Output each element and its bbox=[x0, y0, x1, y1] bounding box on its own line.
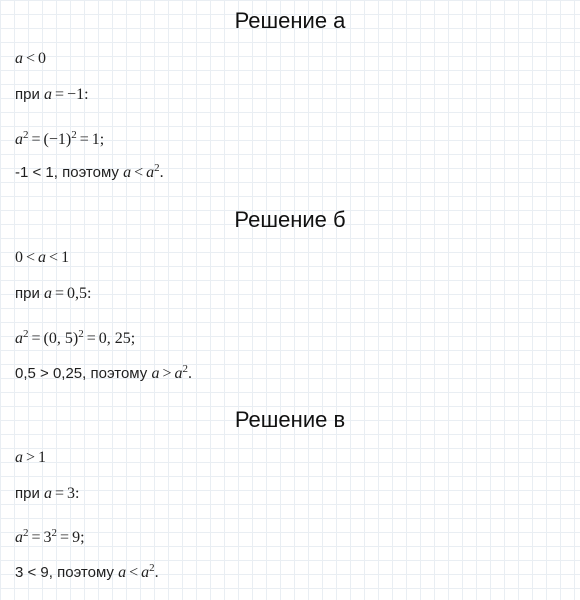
section-b-conclusion: 0,5 > 0,25, поэтому $a > a^2$. bbox=[15, 363, 192, 382]
section-b-title: Решение б bbox=[234, 207, 346, 232]
section-c-conclusion: 3 < 9, поэтому $a < a^2$. bbox=[15, 562, 159, 581]
section-a-square: $a^2 = (-1)^2 = 1$; bbox=[15, 129, 105, 148]
section-c-square: $a^2 = 3^2 = 9$; bbox=[15, 527, 85, 546]
var-a: a bbox=[15, 50, 23, 67]
section-b-condition: 0 < a < 1 bbox=[15, 249, 70, 266]
section-a-condition: a < 0 bbox=[15, 50, 47, 67]
section-b-square: $a^2 = (0$, 5)$^2$ = 0, 25; bbox=[15, 328, 136, 347]
section-c-value: при a = 3: bbox=[15, 485, 80, 502]
section-a-title: Решение а bbox=[234, 8, 346, 33]
section-a-value: при a = −1: bbox=[15, 86, 89, 103]
section-b-value: при a = 0,5: bbox=[15, 285, 92, 302]
section-c-title: Решение в bbox=[234, 407, 346, 432]
section-a-conclusion: -1 < 1, поэтому $a < a^2$. bbox=[15, 162, 164, 181]
section-c-condition: a > 1 bbox=[15, 449, 47, 466]
